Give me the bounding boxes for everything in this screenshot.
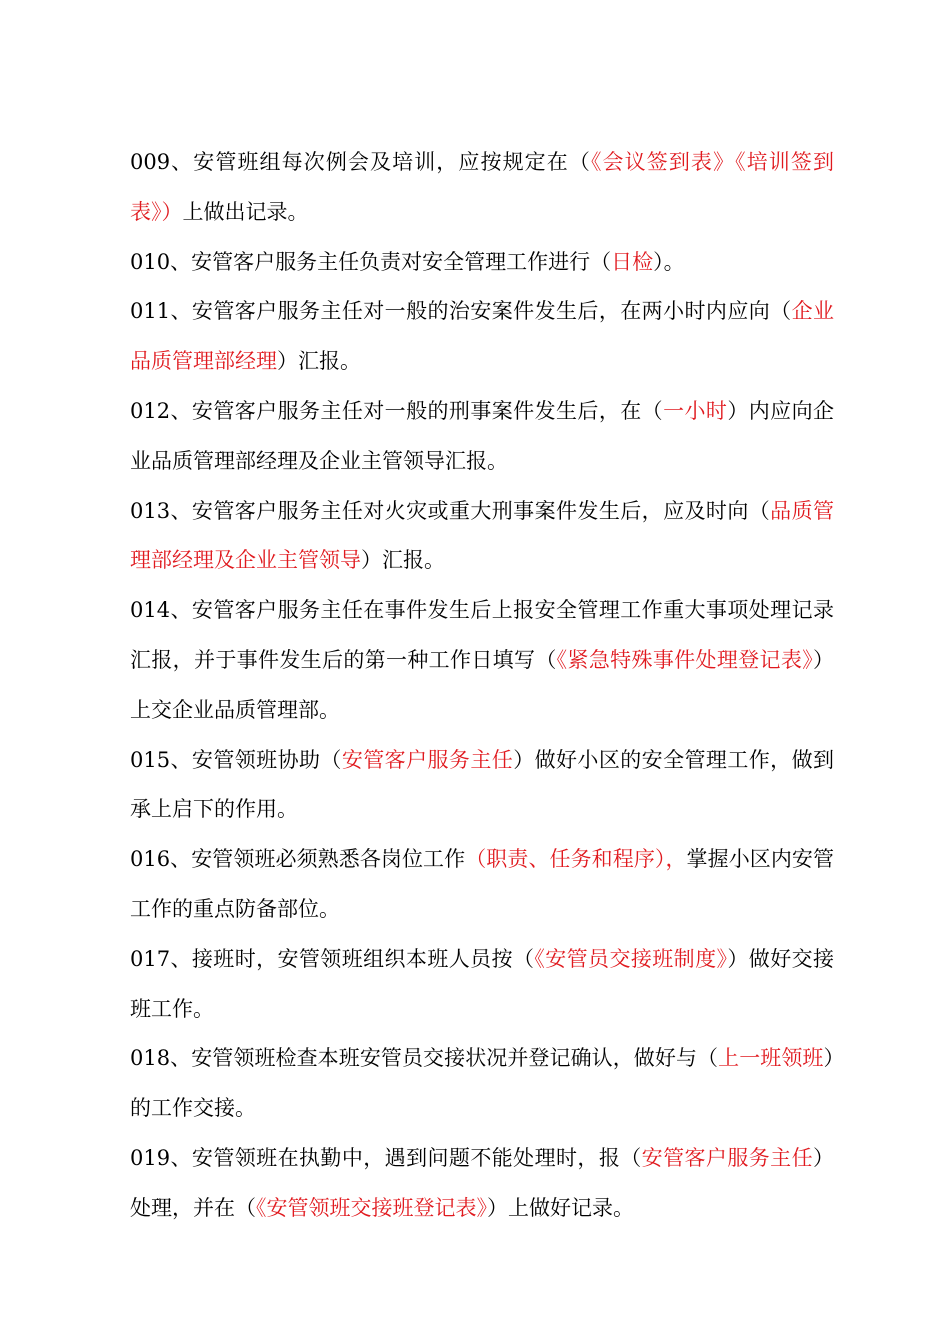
question-text: 掌握小区内安管工作的重点防备部位。 xyxy=(130,847,834,921)
answer-text: 安管客户服务主任 xyxy=(641,1145,813,1170)
answer-text: （职责、任务和程序）， xyxy=(465,847,687,872)
question-text: 018、安管领班检查本班安管员交接状况并登记确认，做好与（ xyxy=(130,1046,719,1071)
question-item-013 xyxy=(130,487,834,587)
question-item-016 xyxy=(130,835,834,935)
question-item-012 xyxy=(130,387,834,487)
question-item-010 xyxy=(130,238,834,288)
question-item-019 xyxy=(130,1134,834,1234)
question-text: 016、安管领班必须熟悉各岗位工作 xyxy=(130,847,466,872)
question-text: 上做出记录。 xyxy=(182,199,309,224)
question-text: 009、安管班组每次例会及培训，应按规定在（ xyxy=(130,150,591,174)
answer-text: 上一班领班 xyxy=(718,1046,824,1071)
question-text: ）处理，并在（ xyxy=(130,1145,834,1220)
question-text: 015、安管领班协助（ xyxy=(130,747,342,772)
question-text: 011、安管客户服务主任对一般的治安案件发生后，在两小时内应向（ xyxy=(130,299,792,324)
question-item-011 xyxy=(130,287,834,387)
question-item-014 xyxy=(130,586,834,735)
question-text: ）做好交接班工作。 xyxy=(130,946,835,1021)
question-text: ）。 xyxy=(653,249,685,274)
question-text: 013、安管客户服务主任对火灾或重大刑事案件发生后，应及时向（ xyxy=(130,498,771,523)
question-text: ）做好小区的安全管理工作，做到承上启下的作用。 xyxy=(130,747,835,822)
question-item-017 xyxy=(130,935,834,1035)
answer-text: 企业品质管理部经理 xyxy=(130,299,834,374)
question-text: 019、安管领班在执勤中，遇到问题不能处理时，报（ xyxy=(130,1145,642,1170)
answer-text: 《安管领班交接班登记表》 xyxy=(256,1195,487,1220)
question-text: 010、安管客户服务主任负责对安全管理工作进行（ xyxy=(130,249,612,274)
question-text: ）内应向企业品质管理部经理及企业主管领导汇报。 xyxy=(130,398,834,473)
question-text: ）上做好记录。 xyxy=(487,1195,634,1220)
question-text: ）汇报。 xyxy=(361,548,445,573)
document-page xyxy=(130,138,834,1234)
question-item-015 xyxy=(130,736,834,836)
question-text: ）汇报。 xyxy=(277,349,361,374)
question-text: ）上交企业品质管理部。 xyxy=(130,647,835,722)
question-text: 014、安管客户服务主任在事件发生后上报安全管理工作重大事项处理记录汇报，并于事件发生后的第一种工作日填写（ xyxy=(130,598,834,672)
answer-text: 《紧急特殊事件处理登记表》 xyxy=(556,647,814,672)
question-text: 012、安管客户服务主任对一般的刑事案件发生后，在（ xyxy=(130,398,664,423)
answer-text: 安管客户服务主任 xyxy=(341,747,514,772)
question-item-009 xyxy=(130,138,834,238)
answer-text: 一小时 xyxy=(663,398,728,423)
question-text: 017、接班时，安管领班组织本班人员按（ xyxy=(130,946,535,971)
answer-text: 品质管理部经理及企业主管领导 xyxy=(130,498,834,573)
answer-text: 日检 xyxy=(611,249,654,274)
answer-text: 《安管员交接班制度》 xyxy=(534,946,728,971)
answer-text: 《会议签到表》《培训签到表》） xyxy=(130,150,834,224)
question-item-018 xyxy=(130,1034,834,1134)
question-text: ）的工作交接。 xyxy=(130,1046,835,1121)
